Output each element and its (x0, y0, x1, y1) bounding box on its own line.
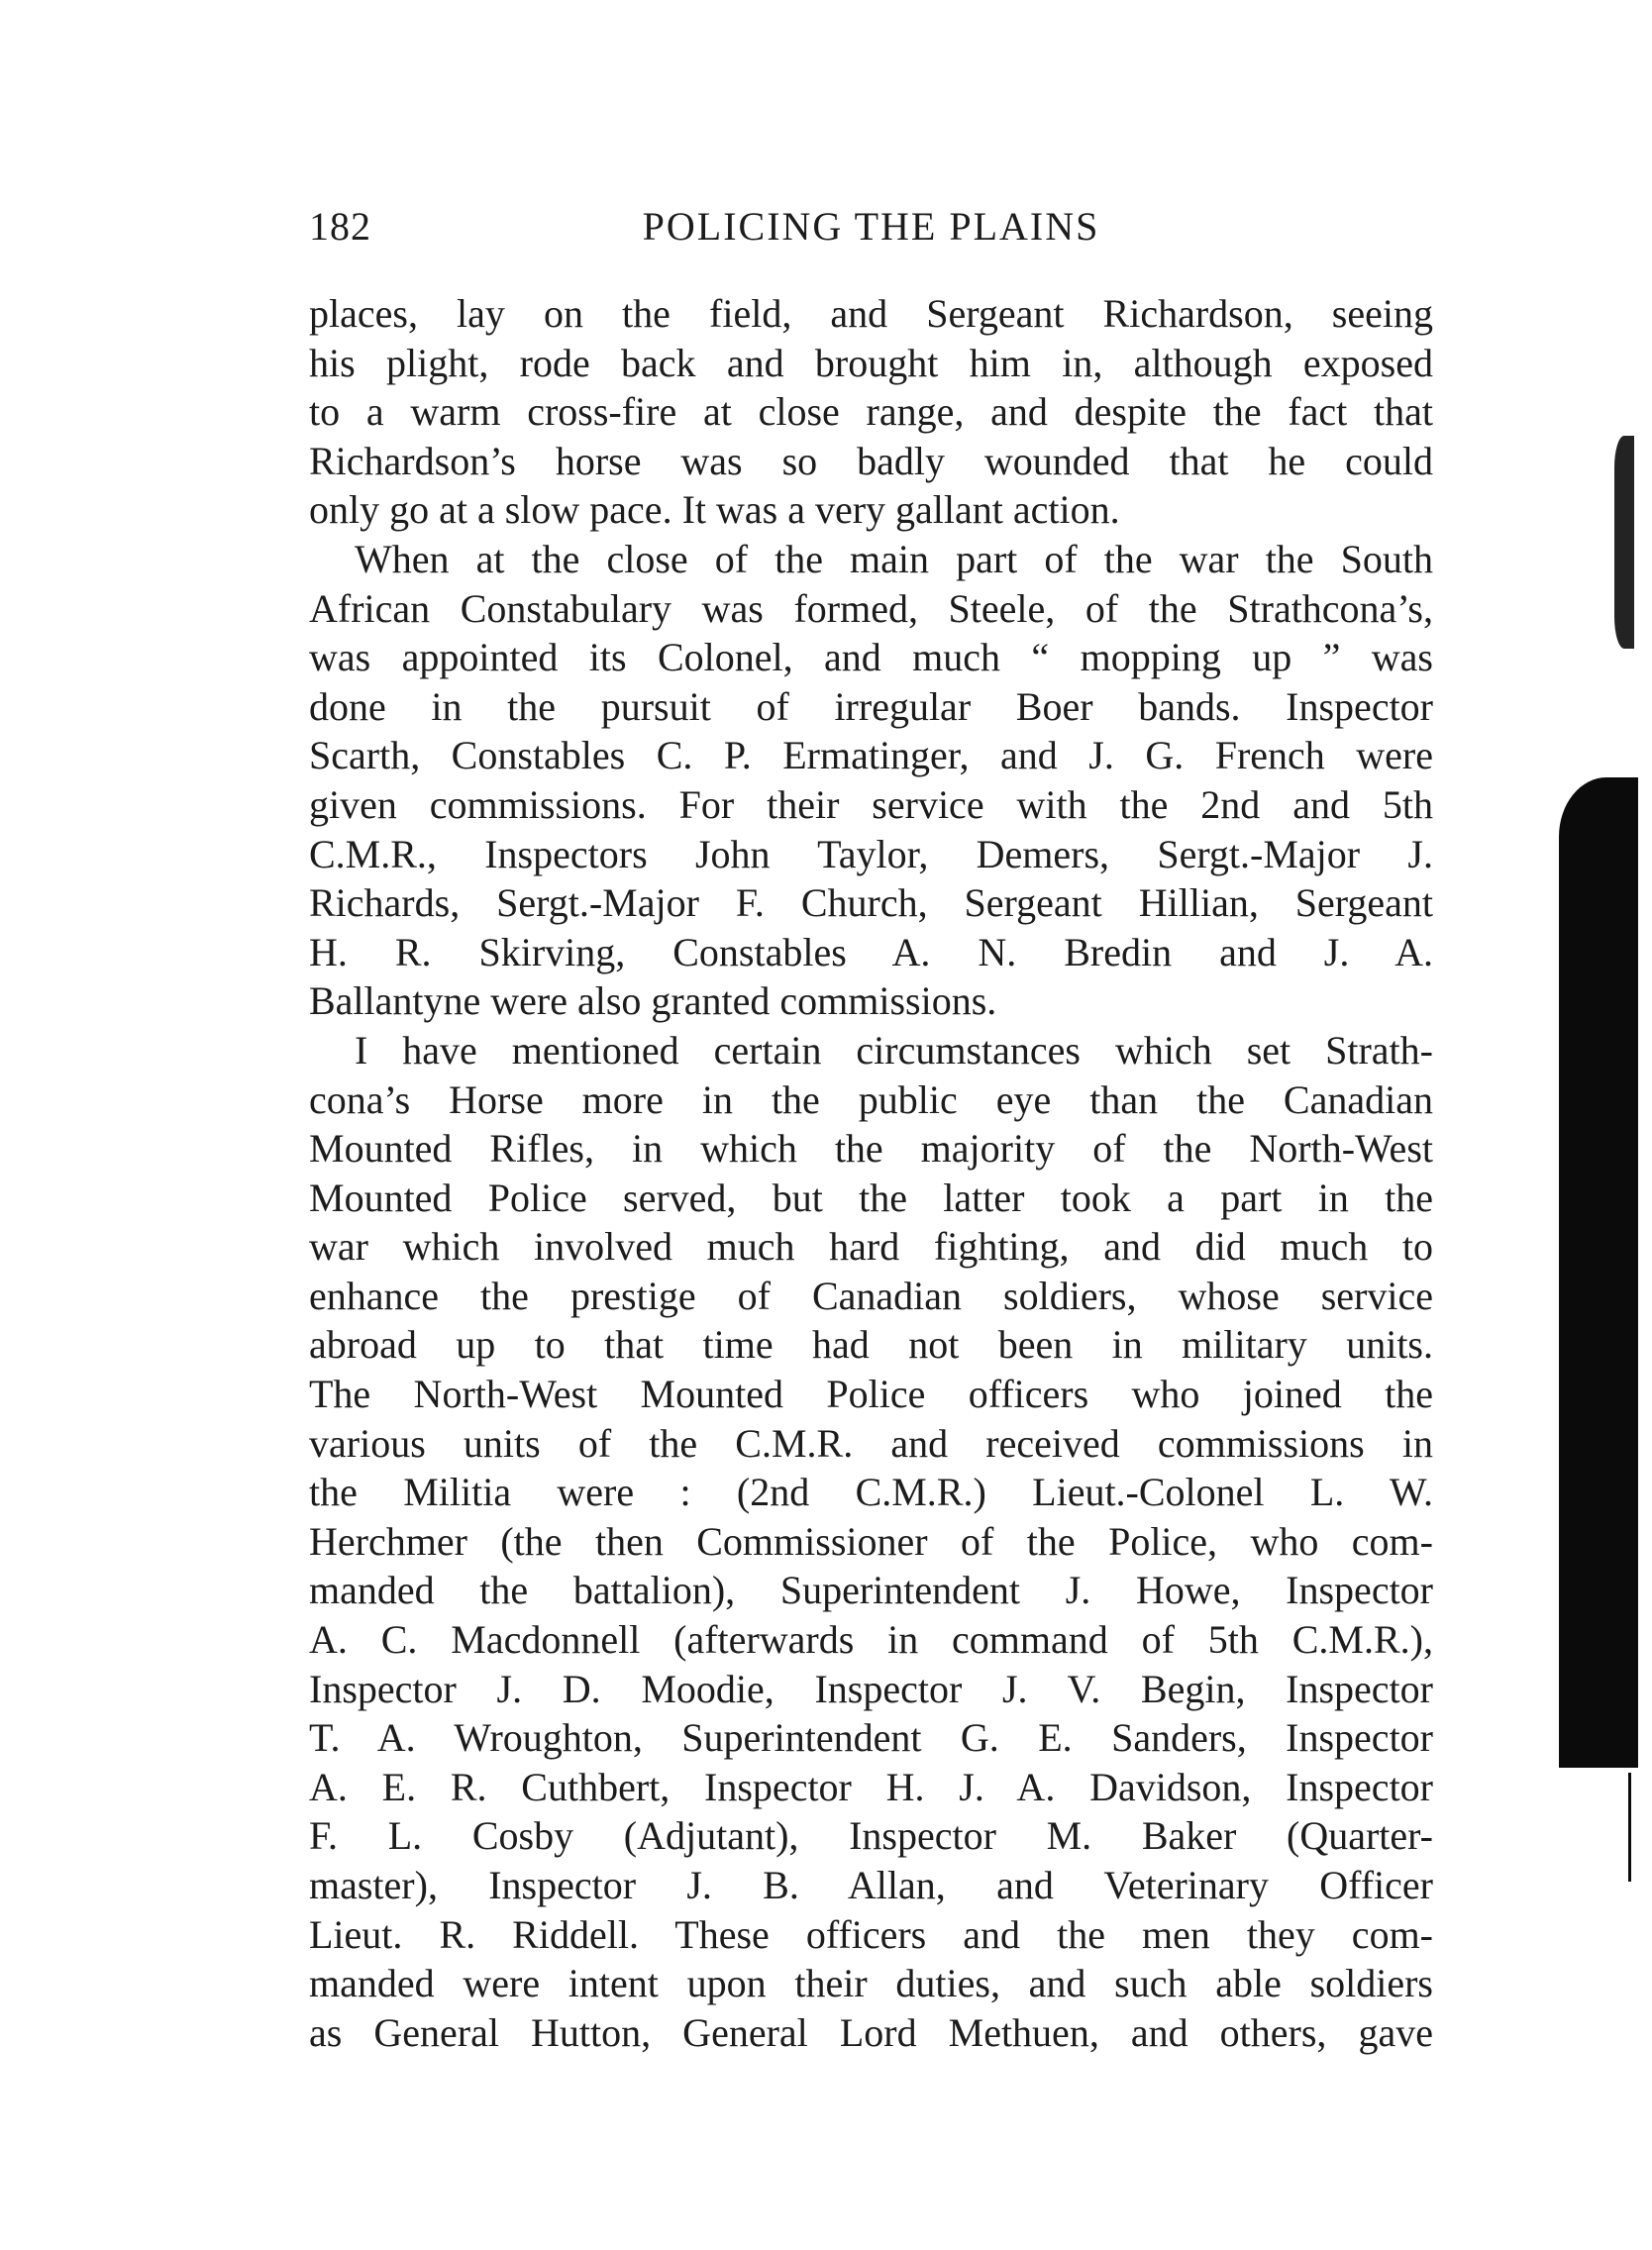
running-head (309, 203, 1433, 262)
text-line: given commissions. For their service with the 2nd and 5th (309, 781, 1433, 827)
text-line: cona’s Horse more in the public eye than the Canadian (309, 1076, 1433, 1122)
text-line: A. E. R. Cuthbert, Inspector H. J. A. Davidson, Inspector (309, 1764, 1433, 1809)
text-line: war which involved much hard fighting, and did much to (309, 1224, 1433, 1270)
text-line: Inspector J. D. Moodie, Inspector J. V. Begin, Inspector (309, 1666, 1433, 1711)
text-line: Lieut. R. Riddell. These officers and the men they com- (309, 1911, 1433, 1957)
text-line: The North-West Mounted Police officers who joined the (309, 1372, 1433, 1417)
text-line: T. A. Wroughton, Superintendent G. E. Sanders, Inspector (309, 1715, 1433, 1761)
text-line: When at the close of the main part of the war the South (355, 536, 1433, 581)
text-line: African Constabulary was formed, Steele, of the Strathcona’s, (309, 585, 1433, 631)
scan-shadow-edge (1559, 777, 1638, 1768)
text-line: the Militia were : (2nd C.M.R.) Lieut.-Colonel L. W. (309, 1470, 1433, 1515)
text-line: Richards, Sergt.-Major F. Church, Sergeant Hillian, Sergeant (309, 880, 1433, 926)
text-line: as General Hutton, General Lord Methuen, and others, gave (309, 2009, 1433, 2055)
text-line: F. L. Cosby (Adjutant), Inspector M. Baker (Quarter- (309, 1813, 1433, 1859)
text-line: Herchmer (the then Commissioner of the Police, who com- (309, 1518, 1433, 1564)
text-line: abroad up to that time had not been in military units. (309, 1322, 1433, 1368)
text-line: A. C. Macdonnell (afterwards in command of 5th C.M.R.), (309, 1617, 1433, 1663)
text-line: done in the pursuit of irregular Boer bands. Inspector (309, 683, 1433, 729)
scan-shadow-top (1614, 436, 1634, 649)
text-line: was appointed its Colonel, and much “ mopping up ” was (309, 635, 1433, 680)
text-line: his plight, rode back and brought him in, although exposed (309, 340, 1433, 385)
text-line: Scarth, Constables C. P. Ermatinger, and J. G. French were (309, 733, 1433, 778)
text-line: I have mentioned certain circumstances which set Strath- (355, 1027, 1433, 1073)
text-line: places, lay on the field, and Sergeant Richardson, seeing (309, 291, 1433, 336)
text-line: only go at a slow pace. It was a very gallant action. (309, 487, 1120, 533)
body-text (309, 289, 1433, 2057)
text-line: C.M.R., Inspectors John Taylor, Demers, Sergt.-Major J. (309, 831, 1433, 876)
text-line: to a warm cross-fire at close range, and despite the fact that (309, 389, 1433, 435)
text-line: Mounted Rifles, in which the majority of the North-West (309, 1126, 1433, 1172)
text-line: Richardson’s horse was so badly wounded that he could (309, 438, 1433, 483)
text-line: Ballantyne were also granted commissions. (309, 978, 997, 1024)
page-number: 182 (309, 204, 371, 249)
text-line: H. R. Skirving, Constables A. N. Bredin and J. A. (309, 929, 1433, 974)
text-line: various units of the C.M.R. and received commissions in (309, 1420, 1433, 1466)
text-line: enhance the prestige of Canadian soldiers, whose service (309, 1273, 1433, 1318)
scan-shadow-line (1628, 1773, 1631, 1882)
text-line: manded the battalion), Superintendent J. Howe, Inspector (309, 1568, 1433, 1613)
text-line: manded were intent upon their duties, and such able soldiers (309, 1961, 1433, 2006)
text-line: Mounted Police served, but the latter took a part in the (309, 1175, 1433, 1220)
text-line: master), Inspector J. B. Allan, and Veterinary Officer (309, 1863, 1433, 1907)
running-title: POLICING THE PLAINS (642, 204, 1100, 249)
